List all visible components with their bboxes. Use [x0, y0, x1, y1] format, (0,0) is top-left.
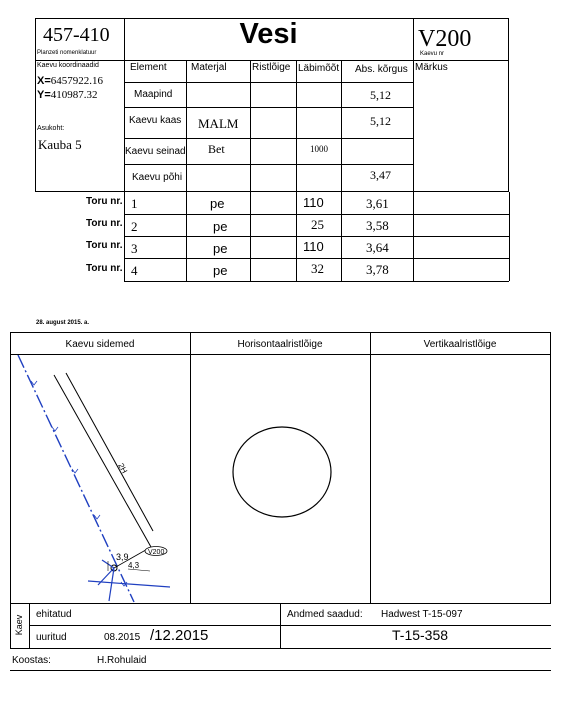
pipe-material: pe — [213, 219, 228, 234]
pipe-number: 1 — [131, 196, 138, 211]
pipe-label: Toru nr. — [86, 218, 123, 229]
coordinate-x — [37, 75, 103, 87]
coordinate-x-label: X= — [37, 75, 51, 87]
element-material: Bet — [208, 142, 225, 156]
compiled-value: H.Rohulaid — [97, 655, 147, 666]
location-value: Kauba 5 — [38, 137, 82, 152]
document-date: 28. august 2015. a. — [36, 320, 90, 326]
pipe-material: pe — [213, 241, 228, 256]
col-remarks: Märkus — [415, 62, 448, 73]
compiled-label: Koostas: — [12, 655, 51, 666]
pipe-label: Toru nr. — [86, 263, 123, 274]
element-abs: 5,12 — [370, 88, 391, 102]
pipe-diameter: 110 — [303, 239, 324, 254]
coordinate-y-label: Y= — [37, 89, 51, 101]
dimension-label: 3,9 — [116, 552, 129, 562]
element-abs: 3,47 — [370, 168, 391, 182]
dimension-label: 4,3 — [128, 561, 140, 570]
pipe-number: 2 — [131, 219, 138, 234]
coordinate-y-value: 410987.32 — [50, 89, 98, 101]
pipe-number: 3 — [131, 241, 138, 256]
pipe-abs: 3,58 — [366, 218, 389, 233]
pipe-diameter: 110 — [303, 195, 324, 210]
pipe-number: 4 — [131, 263, 138, 278]
element-diameter: 1000 — [310, 144, 328, 154]
nomenclature-label: Planzeti nomenklatuur — [37, 50, 97, 56]
data-handwritten: T-15-358 — [392, 627, 449, 643]
pipe-diameter: 32 — [311, 261, 324, 276]
horizontal-section-circle — [230, 425, 334, 519]
side-label: Kaev — [14, 614, 24, 636]
surveyed-value: 08.2015 — [104, 632, 141, 643]
pipe-material: pe — [213, 263, 228, 278]
well-number: V200 — [418, 26, 472, 52]
col-element: Element — [130, 62, 167, 73]
pipe-abs: 3,64 — [366, 240, 389, 255]
pipe-abs: 3,78 — [366, 262, 389, 277]
nomenclature-code: 457-410 — [43, 24, 110, 46]
col-horizontal-section: Horisontaalristlõige — [237, 339, 323, 350]
element-name: Kaevu seinad — [125, 146, 186, 157]
data-label: Andmed saadud: — [287, 609, 363, 620]
element-abs: 5,12 — [370, 114, 391, 128]
well-tag: V200 — [148, 549, 165, 556]
element-name: Maapind — [134, 89, 173, 100]
pipe-label-2h: 2H — [116, 461, 129, 475]
coordinate-x-value: 6457922.16 — [50, 75, 104, 87]
pipe-line — [66, 373, 153, 531]
well-connections-sketch — [10, 355, 190, 603]
col-well-connections: Kaevu sidemed — [65, 339, 135, 350]
page-title: Vesi — [239, 18, 298, 50]
coordinate-y — [37, 89, 98, 101]
data-value: Hadwest T-15-097 — [381, 609, 463, 620]
col-material: Materjal — [191, 62, 227, 73]
well-number-label: Kaevu nr — [420, 51, 445, 57]
pipe-abs: 3,61 — [366, 196, 389, 211]
element-name: Kaevu kaas — [129, 115, 182, 126]
element-material: MALM — [198, 116, 239, 131]
col-vertical-section: Vertikaalristlõige — [423, 339, 497, 350]
pipe-material: pe — [210, 196, 225, 211]
pipe-label: Toru nr. — [86, 196, 123, 207]
surveyed-handwritten: /12.2015 — [150, 627, 209, 644]
element-name: Kaevu põhi — [132, 172, 183, 183]
col-abs-height: Abs. kõrgus — [355, 64, 408, 75]
location-label: Asukoht: — [37, 125, 65, 132]
built-label: ehitatud — [36, 609, 72, 620]
col-cross-section: Ristlõige — [252, 62, 291, 73]
col-diameter: Läbimõõt — [298, 63, 340, 74]
surveyed-label: uuritud — [36, 632, 67, 643]
coordinates-label: Kaevu koordinaadid — [37, 62, 99, 69]
pipe-diameter: 25 — [311, 217, 324, 232]
pipe-label: Toru nr. — [86, 240, 123, 251]
